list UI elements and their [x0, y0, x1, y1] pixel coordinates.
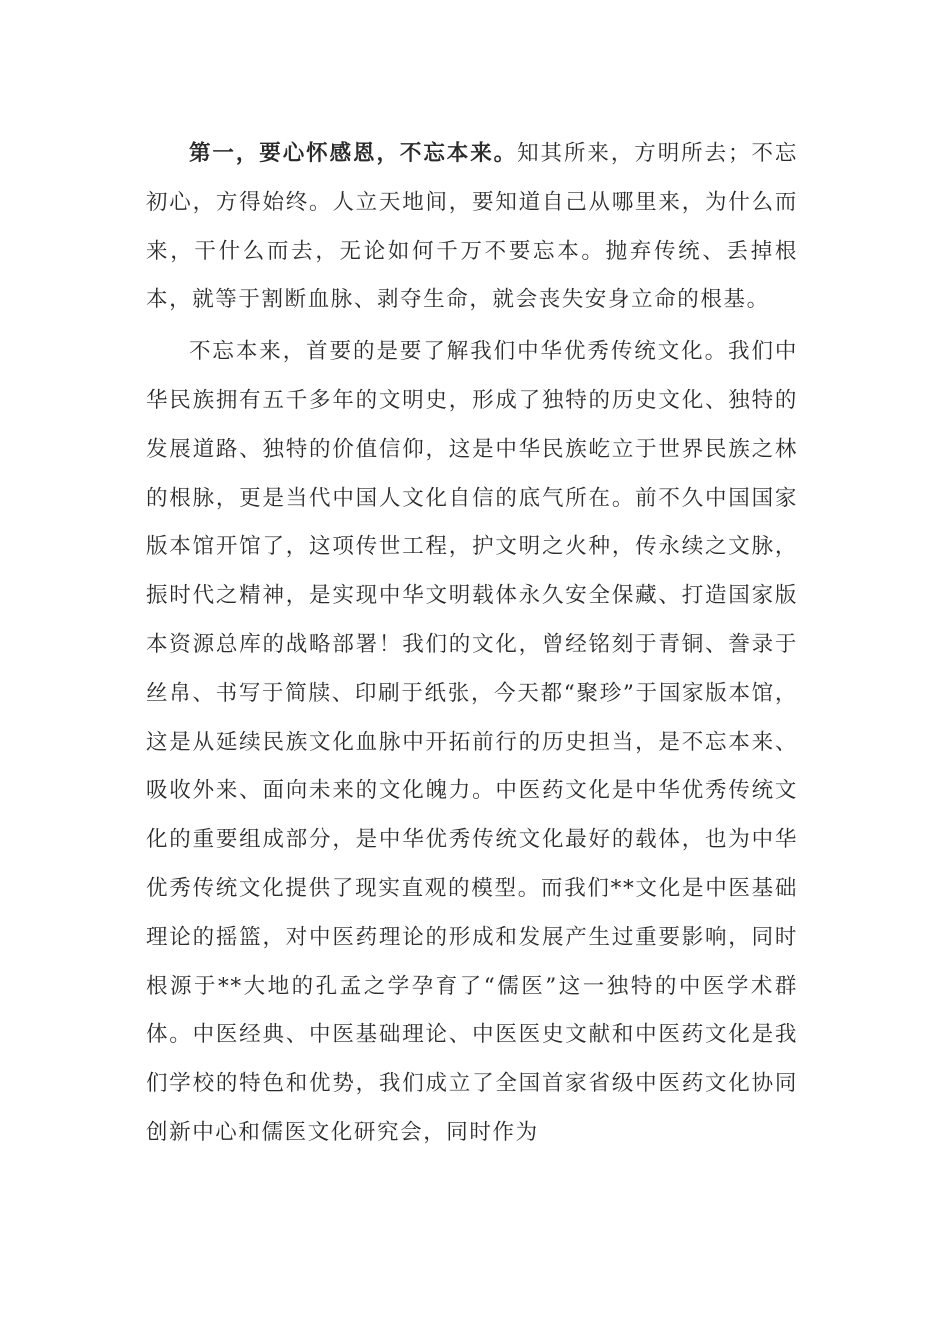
- paragraph-1-text: 知其所来，方明所去；不忘初心，方得始终。人立天地间，要知道自己从哪里来，为什么而来，干什么而去，无论如何千万不要忘本。抛弃传统、丢掉根本，就等于割断血脉、剥夺生命，就会丧失安身立命的根基。: [146, 141, 799, 313]
- document-body: [146, 130, 798, 1158]
- paragraph-2-text: 不忘本来，首要的是要了解我们中华优秀传统文化。我们中华民族拥有五千多年的文明史，形成了独特的历史文化、独特的发展道路、独特的价值信仰，这是中华民族屹立于世界民族之林的根脉，更是当代中国人文化自信的底气所在。前不久中国国家版本馆开馆了，这项传世工程，护文明之火种，传永续之文脉，振时代之精神，是实现中华文明载体永久安全保藏、打造国家版本资源总库的战略部署！我们的文化，曾经铭刻于青铜、誊录于丝帛、书写于简牍、印刷于纸张，今天都“聚珍”于国家版本馆，这是从延续民族文化血脉中开拓前行的历史担当，是不忘本来、吸收外来、面向未来的文化魄力。中医药文化是中华优秀传统文化的重要组成部分，是中华优秀传统文化最好的载体，也为中华优秀传统文化提供了现实直观的模型。而我们**文化是中医基础理论的摇篮，对中医药理论的形成和发展产生过重要影响，同时根源于**大地的孔孟之学孕育了“儒医”这一独特的中医学术群体。中医经典、中医基础理论、中医医史文献和中医药文化是我们学校的特色和优势，我们成立了全国首家省级中医药文化协同创新中心和儒医文化研究会，同时作为: [146, 339, 798, 1145]
- paragraph-1-lead: 第一，要心怀感恩，不忘本来。: [189, 141, 518, 166]
- paragraph-1: [146, 130, 798, 325]
- paragraph-2: [146, 328, 798, 1158]
